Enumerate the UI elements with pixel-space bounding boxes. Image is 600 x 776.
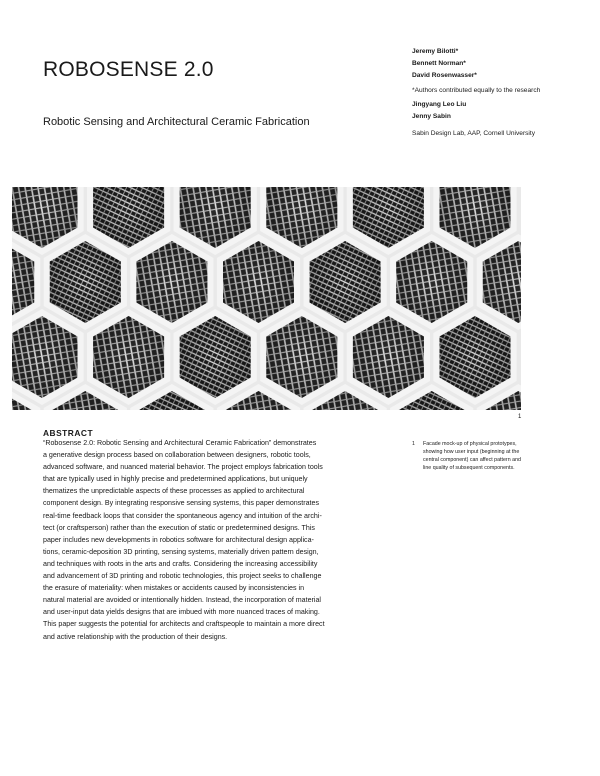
abstract-line: and user-input data yields designs that are imbued with more nuanced traces of making. [43, 608, 320, 617]
abstract-line: “Robosense 2.0: Robotic Sensing and Architectural Ceramic Fabrication” demonstrates [43, 439, 317, 447]
figure-caption [412, 440, 524, 472]
caption-text: Facade mock-up of physical prototypes, showing how user input (beginning at the central component) can affect pattern and line quality of subsequent components. [423, 441, 521, 471]
abstract-line: tions, ceramic-deposition 3D printing, sensing systems, materially driven pattern design, [43, 547, 319, 556]
abstract-line: paper includes new developments in robotics software for architectural design applica- [43, 535, 314, 544]
facade-figure [12, 187, 521, 410]
abstract-line: and advancement of 3D printing and robotic technologies, this project seeks to challenge [43, 572, 322, 581]
abstract-line: a generative design process based on collaboration between designers, robotic tools, [43, 451, 311, 460]
hexagon-grid [12, 187, 521, 410]
author-affiliation: Sabin Design Lab, AAP, Cornell University [412, 130, 536, 137]
ceramic-hexagon-image [12, 187, 521, 410]
abstract-line: that are typically used in highly precise and predetermined applications, but uniquely [43, 475, 308, 484]
author-name: David Rosenwasser* [412, 72, 477, 79]
abstract-line: and active relationship with the production of their designs. [43, 632, 228, 641]
abstract-body [43, 437, 403, 643]
author-name: Jingyang Leo Liu [412, 101, 467, 108]
abstract-line: natural material are avoided or intentionally hidden. Instead, the incorporation of material [43, 596, 322, 605]
abstract-line: thematizes the unpredictable aspects of these processes as applied to architectural [43, 487, 305, 496]
paper-title: ROBOSENSE 2.0 [43, 58, 214, 81]
abstract-line: the erasure of materiality: when mistakes or accidents caused by inconsistencies in [43, 584, 305, 593]
author-name: Jenny Sabin [412, 113, 451, 120]
abstract-line: and techniques with roots in the arts and crafts. Considering the increasing accessibility [43, 559, 318, 568]
abstract-heading: ABSTRACT [43, 428, 94, 438]
figure-number: 1 [518, 414, 522, 420]
caption-number: 1 [412, 441, 415, 447]
abstract-line: tect (or craftsperson) rather than the execution of static or predetermined designs. This [43, 523, 315, 532]
paper-subtitle: Robotic Sensing and Architectural Ceramic Fabrication [43, 116, 310, 128]
author-name: Bennett Norman* [412, 60, 466, 67]
author-note: *Authors contributed equally to the research [412, 87, 541, 94]
abstract-line: advanced software, and nuanced material behavior. The project employs fabrication tools [43, 463, 323, 472]
abstract-line: This paper suggests the potential for architects and craftspeople to maintain a more direct [43, 620, 325, 629]
abstract-line: component design. By integrating responsive sensing systems, this paper demonstrates [43, 499, 320, 508]
author-block [412, 46, 572, 138]
author-name: Jeremy Bilotti* [412, 48, 459, 55]
abstract-line: real-time feedback loops that consider the spontaneous agency and intuition of the archi- [43, 511, 322, 520]
